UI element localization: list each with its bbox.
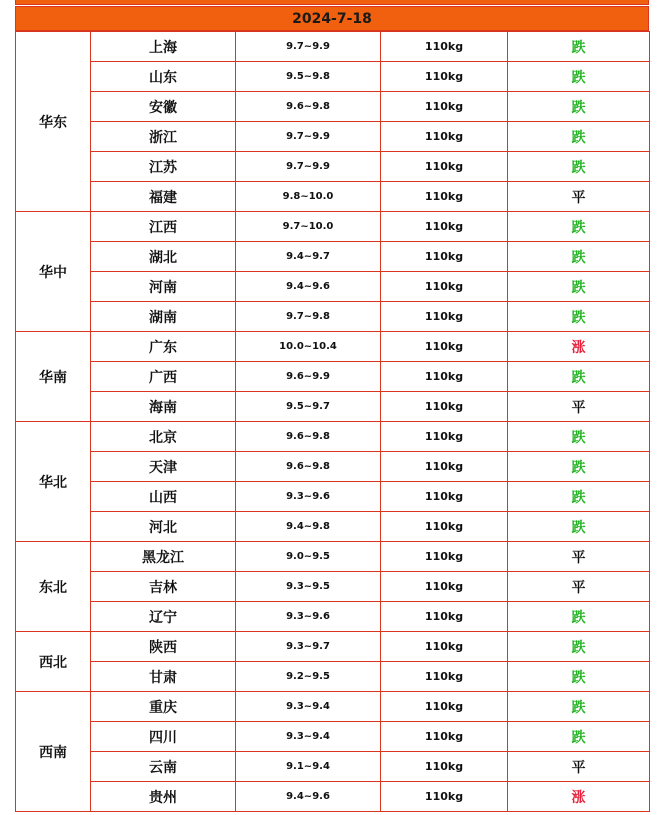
province-cell: 甘肃 — [91, 662, 236, 692]
weight-cell: 110kg — [381, 752, 508, 782]
trend-cell: 跌 — [508, 242, 650, 272]
table-row — [16, 122, 650, 152]
province-cell: 湖北 — [91, 242, 236, 272]
trend-cell: 跌 — [508, 302, 650, 332]
trend-cell: 跌 — [508, 512, 650, 542]
province-cell: 辽宁 — [91, 602, 236, 632]
table-row — [16, 692, 650, 722]
trend-cell: 平 — [508, 752, 650, 782]
province-cell: 云南 — [91, 752, 236, 782]
table-row — [16, 632, 650, 662]
table-row — [16, 722, 650, 752]
trend-cell: 跌 — [508, 602, 650, 632]
price-range-cell: 9.4~9.8 — [236, 512, 381, 542]
trend-cell: 平 — [508, 542, 650, 572]
price-table-body — [16, 32, 650, 812]
price-range-cell: 9.7~9.9 — [236, 32, 381, 62]
table-row — [16, 62, 650, 92]
trend-cell: 平 — [508, 182, 650, 212]
price-range-cell: 9.4~9.6 — [236, 272, 381, 302]
region-cell: 东北 — [16, 542, 91, 632]
trend-cell: 跌 — [508, 482, 650, 512]
table-row — [16, 602, 650, 632]
weight-cell: 110kg — [381, 182, 508, 212]
table-row — [16, 32, 650, 62]
trend-cell: 平 — [508, 572, 650, 602]
price-range-cell: 9.6~9.8 — [236, 452, 381, 482]
region-cell: 西南 — [16, 692, 91, 812]
table-row — [16, 212, 650, 242]
price-range-cell: 9.6~9.9 — [236, 362, 381, 392]
province-cell: 湖南 — [91, 302, 236, 332]
weight-cell: 110kg — [381, 32, 508, 62]
table-row — [16, 332, 650, 362]
trend-cell: 跌 — [508, 362, 650, 392]
weight-cell: 110kg — [381, 452, 508, 482]
table-row — [16, 752, 650, 782]
trend-cell: 跌 — [508, 122, 650, 152]
date-banner — [15, 6, 649, 31]
price-table — [15, 31, 650, 812]
price-range-cell: 9.3~9.4 — [236, 722, 381, 752]
table-row — [16, 422, 650, 452]
table-row — [16, 92, 650, 122]
price-range-cell: 9.7~9.9 — [236, 122, 381, 152]
province-cell: 安徽 — [91, 92, 236, 122]
table-row — [16, 302, 650, 332]
region-cell: 华东 — [16, 32, 91, 212]
province-cell: 河南 — [91, 272, 236, 302]
province-cell: 重庆 — [91, 692, 236, 722]
trend-cell: 跌 — [508, 212, 650, 242]
price-range-cell: 9.7~9.9 — [236, 152, 381, 182]
price-range-cell: 9.8~10.0 — [236, 182, 381, 212]
weight-cell: 110kg — [381, 662, 508, 692]
weight-cell: 110kg — [381, 302, 508, 332]
province-cell: 四川 — [91, 722, 236, 752]
province-cell: 广东 — [91, 332, 236, 362]
table-row — [16, 152, 650, 182]
price-range-cell: 9.3~9.6 — [236, 602, 381, 632]
trend-cell: 跌 — [508, 62, 650, 92]
province-cell: 上海 — [91, 32, 236, 62]
region-cell: 华中 — [16, 212, 91, 332]
weight-cell: 110kg — [381, 602, 508, 632]
province-cell: 天津 — [91, 452, 236, 482]
province-cell: 贵州 — [91, 782, 236, 812]
province-cell: 陕西 — [91, 632, 236, 662]
trend-cell: 跌 — [508, 722, 650, 752]
trend-cell: 跌 — [508, 452, 650, 482]
price-range-cell: 9.2~9.5 — [236, 662, 381, 692]
trend-cell: 跌 — [508, 32, 650, 62]
price-range-cell: 9.4~9.6 — [236, 782, 381, 812]
price-range-cell: 9.6~9.8 — [236, 92, 381, 122]
table-row — [16, 482, 650, 512]
weight-cell: 110kg — [381, 392, 508, 422]
province-cell: 浙江 — [91, 122, 236, 152]
region-cell: 华北 — [16, 422, 91, 542]
table-row — [16, 662, 650, 692]
date-label: 2024-7-18 — [292, 10, 372, 27]
province-cell: 河北 — [91, 512, 236, 542]
weight-cell: 110kg — [381, 212, 508, 242]
weight-cell: 110kg — [381, 362, 508, 392]
province-cell: 黑龙江 — [91, 542, 236, 572]
trend-cell: 涨 — [508, 782, 650, 812]
weight-cell: 110kg — [381, 122, 508, 152]
trend-cell: 跌 — [508, 92, 650, 122]
weight-cell: 110kg — [381, 62, 508, 92]
weight-cell: 110kg — [381, 482, 508, 512]
weight-cell: 110kg — [381, 272, 508, 302]
weight-cell: 110kg — [381, 332, 508, 362]
trend-cell: 跌 — [508, 152, 650, 182]
weight-cell: 110kg — [381, 542, 508, 572]
weight-cell: 110kg — [381, 512, 508, 542]
weight-cell: 110kg — [381, 152, 508, 182]
table-row — [16, 182, 650, 212]
table-row — [16, 362, 650, 392]
table-row — [16, 272, 650, 302]
province-cell: 北京 — [91, 422, 236, 452]
weight-cell: 110kg — [381, 242, 508, 272]
province-cell: 江苏 — [91, 152, 236, 182]
province-cell: 山西 — [91, 482, 236, 512]
province-cell: 海南 — [91, 392, 236, 422]
trend-cell: 平 — [508, 392, 650, 422]
price-range-cell: 9.7~9.8 — [236, 302, 381, 332]
province-cell: 福建 — [91, 182, 236, 212]
price-range-cell: 9.4~9.7 — [236, 242, 381, 272]
table-row — [16, 242, 650, 272]
price-range-cell: 10.0~10.4 — [236, 332, 381, 362]
weight-cell: 110kg — [381, 632, 508, 662]
table-row — [16, 512, 650, 542]
price-range-cell: 9.0~9.5 — [236, 542, 381, 572]
price-range-cell: 9.7~10.0 — [236, 212, 381, 242]
trend-cell: 跌 — [508, 632, 650, 662]
table-row — [16, 392, 650, 422]
weight-cell: 110kg — [381, 92, 508, 122]
price-range-cell: 9.3~9.6 — [236, 482, 381, 512]
weight-cell: 110kg — [381, 722, 508, 752]
price-range-cell: 9.6~9.8 — [236, 422, 381, 452]
province-cell: 吉林 — [91, 572, 236, 602]
region-cell: 华南 — [16, 332, 91, 422]
trend-cell: 涨 — [508, 332, 650, 362]
price-range-cell: 9.3~9.5 — [236, 572, 381, 602]
region-cell: 西北 — [16, 632, 91, 692]
weight-cell: 110kg — [381, 422, 508, 452]
table-row — [16, 452, 650, 482]
weight-cell: 110kg — [381, 782, 508, 812]
table-row — [16, 782, 650, 812]
weight-cell: 110kg — [381, 572, 508, 602]
trend-cell: 跌 — [508, 692, 650, 722]
trend-cell: 跌 — [508, 272, 650, 302]
table-row — [16, 542, 650, 572]
trend-cell: 跌 — [508, 662, 650, 692]
price-range-cell: 9.3~9.4 — [236, 692, 381, 722]
top-header-strip — [15, 0, 649, 5]
price-range-cell: 9.3~9.7 — [236, 632, 381, 662]
province-cell: 江西 — [91, 212, 236, 242]
weight-cell: 110kg — [381, 692, 508, 722]
table-row — [16, 572, 650, 602]
province-cell: 广西 — [91, 362, 236, 392]
province-cell: 山东 — [91, 62, 236, 92]
price-range-cell: 9.1~9.4 — [236, 752, 381, 782]
price-range-cell: 9.5~9.8 — [236, 62, 381, 92]
price-range-cell: 9.5~9.7 — [236, 392, 381, 422]
trend-cell: 跌 — [508, 422, 650, 452]
